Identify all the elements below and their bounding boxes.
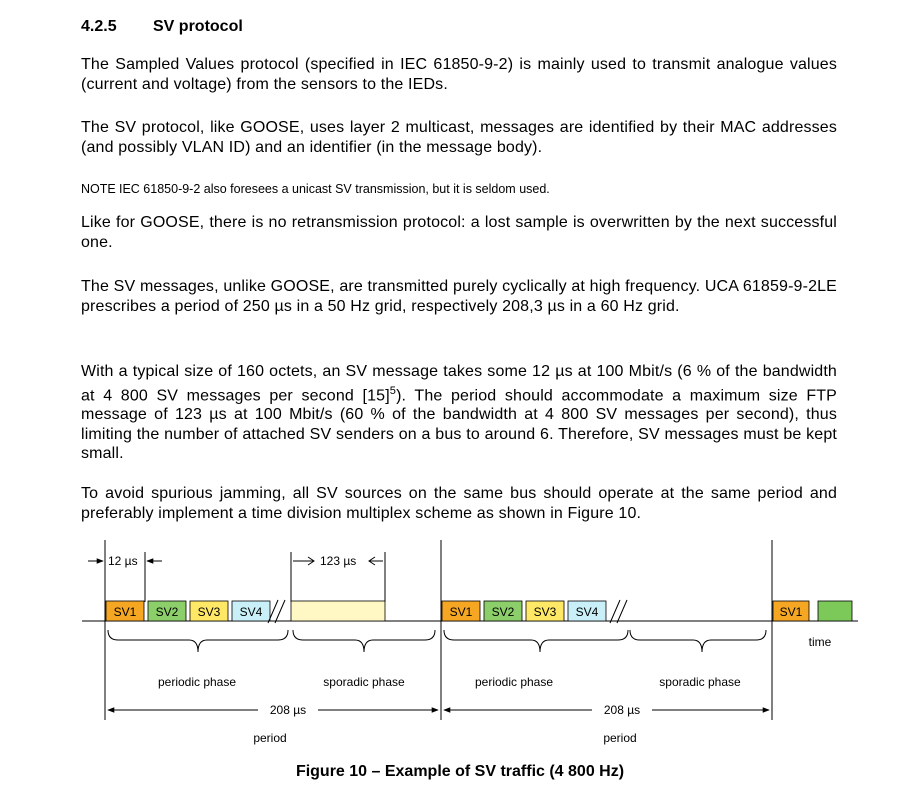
- section-number: 4.2.5: [81, 18, 117, 35]
- figure-caption: Figure 10 – Example of SV traffic (4 800 Hz): [295, 763, 625, 780]
- label-period-1: period: [253, 731, 287, 745]
- paragraph-2: The SV protocol, like GOOSE, uses layer 2 multicast, messages are identified by their MAC addresses (and possibly VLAN ID) and an identifier (in the message body).: [81, 119, 837, 156]
- phase-label-periodic-1: periodic phase: [157, 675, 237, 689]
- frame-sv1-next-label: SV1: [779, 605, 803, 619]
- group1-frame-label-1: SV2: [155, 605, 179, 619]
- paragraph-5-part-1: With a typical size of 160 octets, an SV message takes some 12 µs at 100 Mbit/s (6 % of the bandwidth at 4 800 SV messages per second [15]: [81, 363, 837, 404]
- group2-frame-label-0: SV1: [449, 605, 473, 619]
- note: [81, 181, 837, 197]
- sv-traffic-figure: [0, 530, 920, 760]
- break-mark-2: [610, 600, 627, 623]
- paragraph-5: [81, 362, 837, 464]
- label-123us: 123 µs: [320, 554, 357, 568]
- section-title: SV protocol: [153, 18, 243, 35]
- label-12us: 12 µs: [108, 554, 138, 568]
- label-208us-2: 208 µs: [603, 703, 641, 717]
- paragraph-4: The SV messages, unlike GOOSE, are transmitted purely cyclically at high frequency. UCA 61859-9-2LE prescribes a period of 250 µs in a 50 Hz grid, respectively 208,3 µs in a 60 Hz grid.: [81, 278, 837, 315]
- label-208us-1: 208 µs: [269, 703, 307, 717]
- group2-frame-label-1: SV2: [491, 605, 515, 619]
- group1-frame-label-2: SV3: [197, 605, 221, 619]
- brace-periodic-1: [108, 630, 288, 652]
- paragraph-1: The Sampled Values protocol (specified in IEC 61850-9-2) is mainly used to transmit analogue values (current and voltage) from the sensors to the IEDs.: [81, 56, 837, 93]
- section-heading: [81, 18, 243, 36]
- note-text: IEC 61850-9-2 also foresees a unicast SV transmission, but it is seldom used.: [119, 182, 550, 196]
- brace-sporadic-1: [293, 630, 435, 652]
- phase-label-sporadic-2: sporadic phase: [659, 675, 741, 689]
- paragraph-3: Like for GOOSE, there is no retransmission protocol: a lost sample is overwritten by the next successful one.: [81, 214, 837, 251]
- break-mark-1: [268, 600, 285, 623]
- paragraph-6: To avoid spurious jamming, all SV sources on the same bus should operate at the same period and preferably implement a time division multiplex scheme as shown in Figure 10.: [81, 485, 837, 522]
- brace-sporadic-2: [630, 630, 766, 652]
- footnote-ref: 5: [389, 384, 397, 397]
- paragraph-5-part-2: ). The period should accommodate a maximum size FTP message of 123 µs at 100 Mbit/s (60 % of the bandwidth at 4 800 SV messages per second), thus limiting the number of attached SV senders on a bus to around 6. Therefore, SV messages must be kept small.: [81, 386, 837, 463]
- frame-next-green: [818, 601, 852, 621]
- brace-periodic-2: [444, 630, 628, 652]
- group2-frame-label-3: SV4: [575, 605, 599, 619]
- label-period-2: period: [603, 731, 637, 745]
- group1-frame-label-0: SV1: [113, 605, 137, 619]
- label-time: time: [808, 635, 832, 649]
- group1-frame-label-3: SV4: [239, 605, 263, 619]
- phase-label-sporadic-1: sporadic phase: [323, 675, 405, 689]
- sporadic-frame: [291, 601, 385, 621]
- group2-frame-label-2: SV3: [533, 605, 557, 619]
- phase-label-periodic-2: periodic phase: [474, 675, 554, 689]
- note-tag: NOTE: [81, 182, 116, 196]
